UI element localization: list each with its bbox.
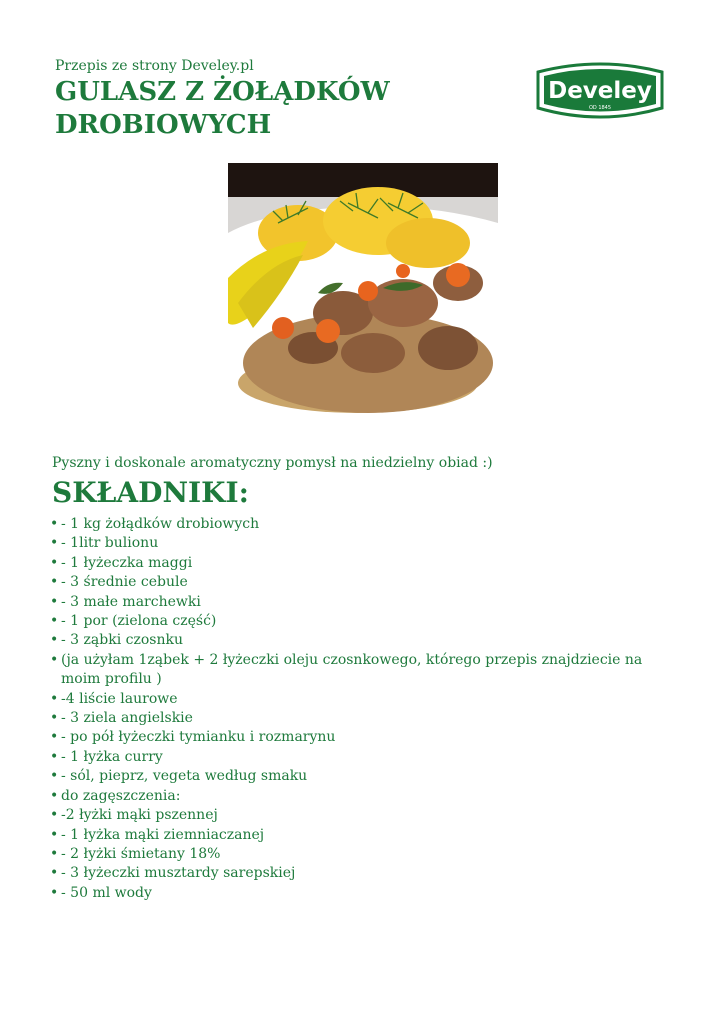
list-item: [50, 573, 680, 592]
ingredients-list: [50, 515, 680, 903]
bullet-icon: •: [50, 632, 59, 649]
bullet-icon: •: [50, 710, 59, 727]
bullet-icon: •: [50, 845, 59, 862]
dish-photo: [228, 163, 498, 423]
bullet-icon: •: [50, 748, 59, 765]
logo-tagline: OD 1845: [588, 105, 612, 111]
list-item: [50, 593, 680, 612]
bullet-icon: •: [50, 554, 59, 571]
list-item: [50, 651, 680, 690]
list-item-text: - 1 łyżka curry: [61, 748, 163, 765]
list-item: [50, 884, 680, 903]
list-item: [50, 806, 680, 825]
source-line: Przepis ze strony Develey.pl: [55, 58, 254, 74]
list-item: [50, 728, 680, 747]
bullet-icon: •: [50, 768, 59, 785]
list-item-text: - 1litr bulionu: [61, 535, 159, 552]
bullet-icon: •: [50, 535, 59, 552]
list-item: [50, 748, 680, 767]
list-item: [50, 515, 680, 534]
list-item-text: - 50 ml wody: [61, 884, 152, 901]
list-item-text: - 1 łyżka mąki ziemniaczanej: [61, 826, 265, 843]
list-item: [50, 826, 680, 845]
recipe-title: GULASZ Z ŻOŁĄDKÓW DROBIOWYCH: [55, 77, 390, 140]
bullet-icon: •: [50, 690, 59, 707]
list-item-text: - 3 małe marchewki: [61, 593, 201, 610]
develey-logo: [532, 58, 668, 124]
bullet-icon: •: [50, 807, 59, 824]
bullet-icon: •: [50, 516, 59, 532]
list-item: [50, 709, 680, 728]
list-item-text: -4 liście laurowe: [61, 690, 178, 707]
list-item: [50, 845, 680, 864]
list-item-text: - 1 kg żołądków drobiowych: [61, 516, 260, 532]
bullet-icon: •: [50, 884, 59, 901]
list-item-text: - po pół łyżeczki tymianku i rozmarynu: [61, 729, 336, 746]
bullet-icon: •: [50, 613, 59, 630]
list-item: [50, 534, 680, 553]
list-item: [50, 612, 680, 631]
list-item-text: -2 łyżki mąki pszennej: [61, 807, 218, 824]
list-item-text: - 1 por (zielona część): [61, 613, 217, 630]
list-item-text: do zagęszczenia:: [61, 787, 181, 804]
bullet-icon: •: [50, 729, 59, 746]
list-item-text: - 1 łyżeczka maggi: [61, 554, 193, 571]
list-item: [50, 787, 680, 806]
list-item-text: - 3 ząbki czosnku: [61, 632, 183, 649]
bullet-icon: •: [50, 593, 59, 610]
list-item: [50, 690, 680, 709]
list-item-text: - 3 łyżeczki musztardy sarepskiej: [61, 865, 296, 882]
list-item: [50, 767, 680, 786]
intro-text: Pyszny i doskonale aromatyczny pomysł na niedzielny obiad :): [52, 455, 493, 471]
bullet-icon: •: [50, 574, 59, 591]
list-item: [50, 864, 680, 883]
list-item-text: - sól, pieprz, vegeta według smaku: [61, 768, 308, 785]
list-item-text: - 2 łyżki śmietany 18%: [61, 845, 221, 862]
bullet-icon: •: [50, 787, 59, 804]
section-heading: SKŁADNIKI:: [52, 476, 249, 509]
logo-brand: Develey: [548, 78, 652, 104]
bullet-icon: •: [50, 651, 59, 668]
list-item-text: (ja użyłam 1ząbek + 2 łyżeczki oleju czosnkowego, którego przepis znajdziecie na moim profilu ): [61, 651, 643, 688]
list-item: [50, 631, 680, 650]
bullet-icon: •: [50, 826, 59, 843]
bullet-icon: •: [50, 865, 59, 882]
list-item-text: - 3 ziela angielskie: [61, 710, 193, 727]
list-item-text: - 3 średnie cebule: [61, 574, 188, 591]
list-item: [50, 554, 680, 573]
